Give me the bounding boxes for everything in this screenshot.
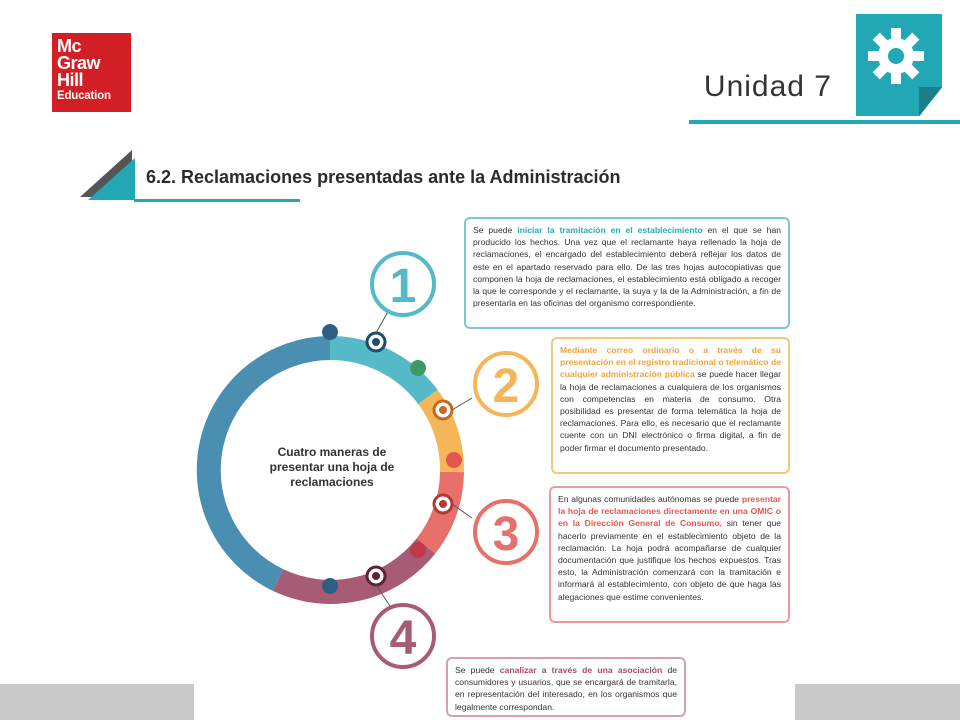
node-1 (367, 333, 385, 351)
method-4-text-pre: Se puede (455, 665, 500, 675)
step-1-badge (366, 244, 442, 326)
step-2-number: 2 (492, 360, 520, 413)
step-1-number: 1 (389, 260, 417, 313)
logo-line-3: Hill (57, 70, 84, 90)
method-2-box (551, 337, 790, 474)
section-underline (134, 199, 300, 202)
step-3-badge (466, 492, 542, 574)
footer-bar-left (0, 684, 194, 720)
mcgraw-hill-logo (52, 33, 131, 112)
method-3-text-pre: En algunas comunidades autónomas se puede (558, 494, 742, 504)
method-1-highlight: iniciar la tramitación en el establecimiento (517, 225, 703, 235)
method-4-highlight: canalizar a través de una asociación (499, 665, 663, 675)
method-4-text-post: de consumidores y usuarios, que se encargará de tramitarla, en representación del interesado, en los organismos que legalmente correspondan. (455, 665, 677, 712)
method-1-text-post: en el que se han producido los hechos. Una vez que el reclamante haya rellenado la hoja de reclamaciones, el encargado del establecimiento deberá reflejar los datos de este en el apartado reservado para ello. De las tres hojas autocopiativas que componen la hoja de reclamaciones, el establecimiento está obligado a recoger la que le corresponde y el reclamante, la suya y la de la Administración, a fin de presentarla en las oficinas del organismo correspondiente. (473, 225, 782, 309)
footer-bar-right (795, 684, 960, 720)
step-4-number: 4 (389, 612, 417, 665)
ring-segment-plum (278, 546, 426, 592)
unit-underline (689, 120, 960, 124)
infographic-center-title: Cuatro maneras de presentar una hoja de reclamaciones (269, 445, 395, 489)
node-2 (434, 401, 452, 419)
logo-line-2: Graw (57, 53, 101, 73)
logo-line-4: Education (57, 90, 111, 102)
node-4 (367, 567, 385, 585)
step-4-badge (366, 596, 442, 678)
section-title: 6.2. Reclamaciones presentadas ante la Administración (146, 167, 621, 187)
method-3-highlight: presentar la hoja de reclamaciones directamente en una OMIC o en la Dirección General de Consumo, (558, 494, 781, 529)
step-3-number: 3 (492, 508, 520, 561)
method-3-box (549, 486, 790, 623)
logo-line-1: Mc (57, 36, 82, 56)
unit-title: Unidad 7 (703, 70, 832, 103)
method-4-box (446, 657, 686, 717)
method-1-text-pre: Se puede (473, 225, 518, 235)
method-2-text-post: se puede hacer llegar la hoja de reclamaciones a cualquiera de los organismos con competencias en materia de consumo. Otra posibilidad es presentar de forma telemática la hoja de reclamaciones. Para ello, es necesario que el reclamante cuente con un DNI electrónico o firma digital, a fin de poder firmar el documento presentado. (560, 369, 781, 453)
method-2-highlight: Mediante correo ordinario o a través de su presentación en el registro tradicional o telemático de cualquier administración pública (560, 345, 781, 380)
section-decoration (80, 150, 140, 202)
step-2-badge (466, 344, 542, 426)
method-3-text-post: sin tener que hacerlo previamente en el establecimiento objeto de la reclamación. La hoja podrá acompañarse de cualquier documentación que justifique los hechos expuestos. Tras esto, la Administración comenzará con la tramitación e informará al establecimiento, con objeto de que haga las alegaciones que estime convenientes. (558, 518, 782, 602)
method-1-box (464, 217, 790, 329)
node-3 (434, 495, 452, 513)
